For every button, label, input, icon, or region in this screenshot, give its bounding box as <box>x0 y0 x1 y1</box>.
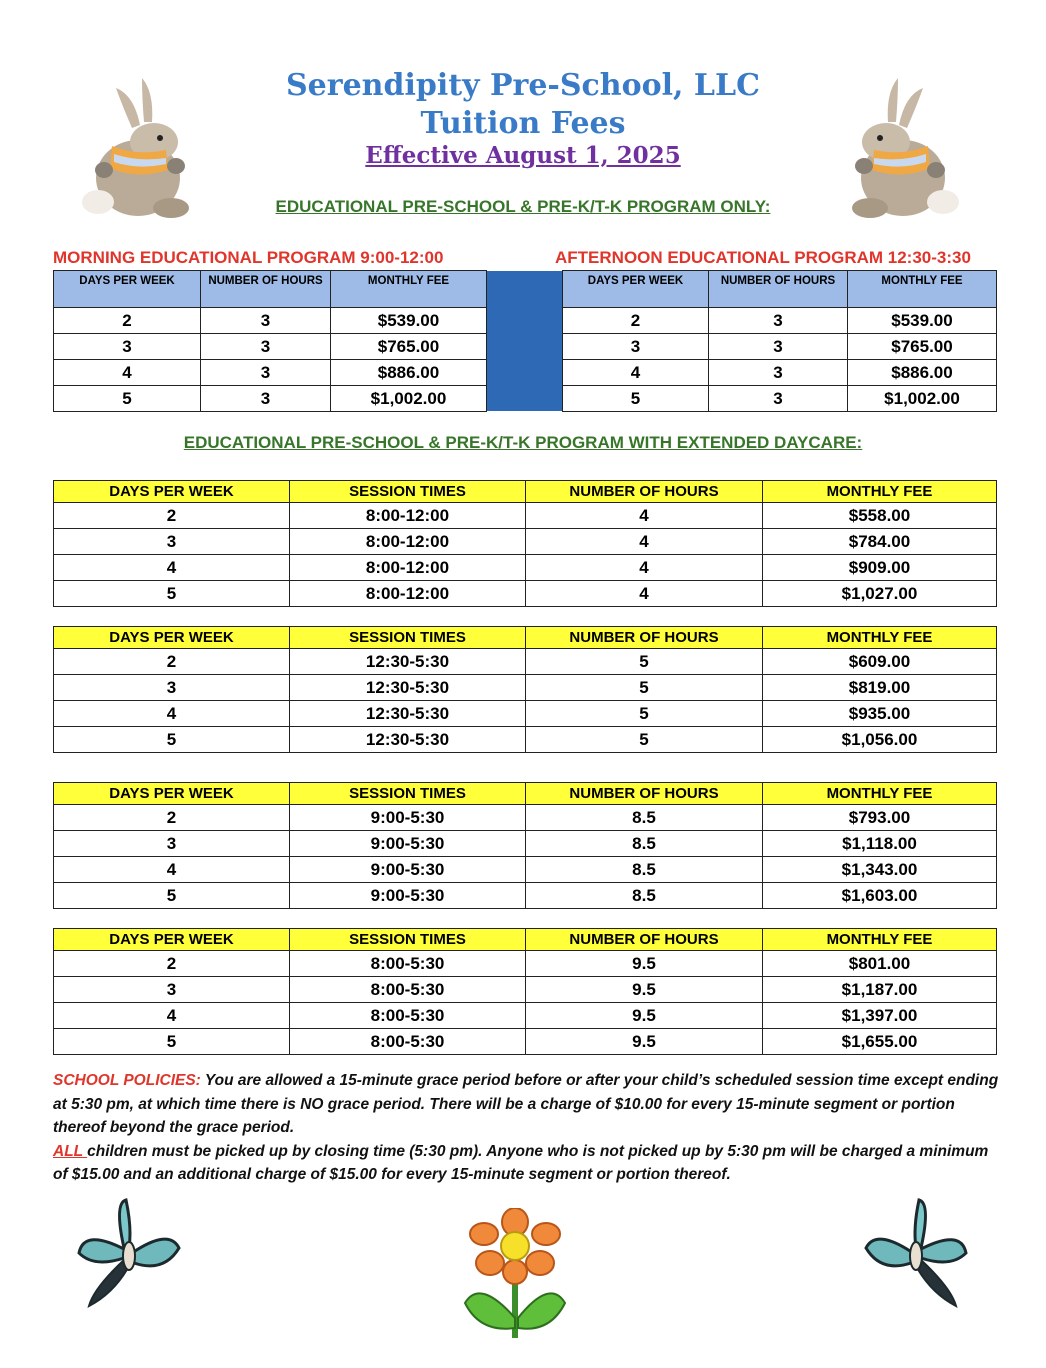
table-cell: $558.00 <box>763 503 997 529</box>
table-row <box>54 649 997 675</box>
table-row <box>54 805 997 831</box>
table-cell: $539.00 <box>331 308 487 334</box>
table-cell: 3 <box>54 529 290 555</box>
table-cell: 12:30-5:30 <box>290 675 526 701</box>
table-cell: 2 <box>54 308 201 334</box>
table-cell: 3 <box>709 386 848 412</box>
table-row <box>54 977 997 1003</box>
table-cell: 4 <box>54 1003 290 1029</box>
column-header: SESSION TIMES <box>290 627 526 649</box>
table-cell: $886.00 <box>331 360 487 386</box>
table-cell: 3 <box>201 360 331 386</box>
table-cell: 8:00-5:30 <box>290 1003 526 1029</box>
table-cell: 12:30-5:30 <box>290 727 526 753</box>
table-cell: 3 <box>201 334 331 360</box>
table-cell: 5 <box>54 883 290 909</box>
table-row <box>563 360 997 386</box>
table-cell: 4 <box>526 529 763 555</box>
column-header: DAYS PER WEEK <box>54 481 290 503</box>
table-cell: $1,027.00 <box>763 581 997 607</box>
table-cell: $886.00 <box>848 360 997 386</box>
school-policies <box>53 1069 1003 1187</box>
table-row <box>54 701 997 727</box>
table-cell: 2 <box>54 951 290 977</box>
table-cell: 3 <box>54 334 201 360</box>
morning-program-title: MORNING EDUCATIONAL PROGRAM 9:00-12:00 <box>53 248 444 267</box>
column-header: MONTHLY FEE <box>763 481 997 503</box>
table-cell: $793.00 <box>763 805 997 831</box>
table-cell: $909.00 <box>763 555 997 581</box>
table-row <box>54 503 997 529</box>
table-cell: 9:00-5:30 <box>290 805 526 831</box>
table-row <box>54 883 997 909</box>
page-title: Serendipity Pre-School, LLC <box>286 68 760 103</box>
policies-all-label: ALL <box>53 1142 88 1160</box>
table-cell: 8:00-12:00 <box>290 503 526 529</box>
table-cell: 9.5 <box>526 951 763 977</box>
section-heading-extended-daycare: EDUCATIONAL PRE-SCHOOL & PRE-K/T-K PROGRAM WITH EXTENDED DAYCARE: <box>183 433 863 452</box>
table-cell: 5 <box>526 649 763 675</box>
table-cell: 4 <box>526 555 763 581</box>
table-cell: 3 <box>54 675 290 701</box>
table-cell: 8.5 <box>526 883 763 909</box>
table-cell: $1,397.00 <box>763 1003 997 1029</box>
table-cell: 9:00-5:30 <box>290 857 526 883</box>
table-cell: 9:00-5:30 <box>290 883 526 909</box>
table-cell: 5 <box>526 675 763 701</box>
table-cell: 3 <box>201 308 331 334</box>
table-row <box>54 857 997 883</box>
table-row <box>54 951 997 977</box>
flower-icon <box>460 1208 570 1340</box>
table-cell: 2 <box>563 308 709 334</box>
table-cell: 2 <box>54 649 290 675</box>
table-row <box>54 529 997 555</box>
policies-text-pickup: children must be picked up by closing time (5:30 pm). Anyone who is not picked up by 5:30 pm will be charged a minimum of $15.00 and an additional charge of $15.00 for every 15-minute segment or portion thereof. <box>53 1142 989 1183</box>
table-row <box>563 334 997 360</box>
table-header-row <box>54 481 997 503</box>
column-header: DAYS PER WEEK <box>54 627 290 649</box>
table-cell: $1,655.00 <box>763 1029 997 1055</box>
policies-text-grace: You are allowed a 15-minute grace period before or after your child’s scheduled session time except ending at 5:30 pm, at which time there is NO grace period. There will be a charge of $10.00 for every 15-minute segment or portion thereof beyond the grace period. <box>53 1072 999 1136</box>
table-cell: $1,002.00 <box>331 386 487 412</box>
table-cell: 8.5 <box>526 805 763 831</box>
table-cell: 8.5 <box>526 831 763 857</box>
table-cell: 3 <box>201 386 331 412</box>
table-row <box>563 386 997 412</box>
table-cell: $609.00 <box>763 649 997 675</box>
table-cell: 8:00-12:00 <box>290 555 526 581</box>
table-cell: 5 <box>54 727 290 753</box>
table-header-row <box>563 271 997 308</box>
column-header: MONTHLY FEE <box>331 271 487 308</box>
table-header-row <box>54 271 487 308</box>
table-cell: $1,343.00 <box>763 857 997 883</box>
table-cell: $1,187.00 <box>763 977 997 1003</box>
column-header: MONTHLY FEE <box>763 783 997 805</box>
column-header: MONTHLY FEE <box>763 627 997 649</box>
column-header: NUMBER OF HOURS <box>526 929 763 951</box>
table-row <box>54 727 997 753</box>
extended-fee-table-1 <box>53 480 997 607</box>
table-row <box>54 308 487 334</box>
policies-label: SCHOOL POLICIES: <box>53 1072 201 1089</box>
table-cell: 12:30-5:30 <box>290 649 526 675</box>
table-cell: 2 <box>54 805 290 831</box>
table-cell: $784.00 <box>763 529 997 555</box>
table-cell: 8.5 <box>526 857 763 883</box>
table-header-row <box>54 929 997 951</box>
column-header: SESSION TIMES <box>290 481 526 503</box>
effective-date: Effective August 1, 2025 <box>365 142 681 169</box>
table-cell: $801.00 <box>763 951 997 977</box>
column-header: NUMBER OF HOURS <box>526 627 763 649</box>
butterfly-icon <box>74 1198 189 1310</box>
section-heading-program-only: EDUCATIONAL PRE-SCHOOL & PRE-K/T-K PROGRAM ONLY: <box>275 197 771 216</box>
table-cell: $1,056.00 <box>763 727 997 753</box>
table-cell: 2 <box>54 503 290 529</box>
table-cell: 5 <box>54 1029 290 1055</box>
column-header: DAYS PER WEEK <box>563 271 709 308</box>
table-cell: 8:00-12:00 <box>290 529 526 555</box>
table-cell: 4 <box>54 360 201 386</box>
table-cell: 12:30-5:30 <box>290 701 526 727</box>
table-cell: $935.00 <box>763 701 997 727</box>
table-row <box>54 675 997 701</box>
table-cell: 3 <box>54 977 290 1003</box>
table-row <box>54 831 997 857</box>
column-header: DAYS PER WEEK <box>54 783 290 805</box>
column-header: MONTHLY FEE <box>848 271 997 308</box>
afternoon-fee-table <box>562 270 997 412</box>
table-cell: 9.5 <box>526 1003 763 1029</box>
table-cell: 9:00-5:30 <box>290 831 526 857</box>
table-cell: 4 <box>526 581 763 607</box>
table-cell: 5 <box>54 581 290 607</box>
table-cell: $1,002.00 <box>848 386 997 412</box>
table-cell: 3 <box>709 334 848 360</box>
table-cell: 3 <box>709 360 848 386</box>
column-header: DAYS PER WEEK <box>54 929 290 951</box>
table-row <box>54 1003 997 1029</box>
page-subtitle: Tuition Fees <box>420 106 626 141</box>
column-header: NUMBER OF HOURS <box>709 271 848 308</box>
table-cell: 8:00-12:00 <box>290 581 526 607</box>
table-row <box>54 334 487 360</box>
table-cell: $765.00 <box>848 334 997 360</box>
table-cell: 5 <box>526 727 763 753</box>
table-divider-bar <box>487 271 562 411</box>
afternoon-program-title: AFTERNOON EDUCATIONAL PROGRAM 12:30-3:30 <box>555 248 971 267</box>
table-cell: $1,603.00 <box>763 883 997 909</box>
morning-fee-table <box>53 270 487 412</box>
table-cell: 8:00-5:30 <box>290 951 526 977</box>
table-cell: 8:00-5:30 <box>290 1029 526 1055</box>
column-header: SESSION TIMES <box>290 929 526 951</box>
table-cell: $765.00 <box>331 334 487 360</box>
table-row <box>54 581 997 607</box>
table-cell: 4 <box>54 701 290 727</box>
table-cell: 3 <box>709 308 848 334</box>
butterfly-icon <box>856 1198 971 1310</box>
table-row <box>54 386 487 412</box>
table-cell: 5 <box>526 701 763 727</box>
table-cell: 5 <box>54 386 201 412</box>
table-row <box>563 308 997 334</box>
extended-fee-table-2 <box>53 626 997 753</box>
column-header: NUMBER OF HOURS <box>526 481 763 503</box>
table-cell: $819.00 <box>763 675 997 701</box>
table-cell: $1,118.00 <box>763 831 997 857</box>
extended-fee-table-4 <box>53 928 997 1055</box>
table-cell: 3 <box>54 831 290 857</box>
table-cell: 9.5 <box>526 977 763 1003</box>
column-header: SESSION TIMES <box>290 783 526 805</box>
table-cell: $539.00 <box>848 308 997 334</box>
table-cell: 9.5 <box>526 1029 763 1055</box>
column-header: NUMBER OF HOURS <box>201 271 331 308</box>
table-cell: 5 <box>563 386 709 412</box>
table-row <box>54 360 487 386</box>
table-cell: 4 <box>54 857 290 883</box>
column-header: DAYS PER WEEK <box>54 271 201 308</box>
table-cell: 4 <box>563 360 709 386</box>
extended-fee-table-3 <box>53 782 997 909</box>
table-row <box>54 555 997 581</box>
table-row <box>54 1029 997 1055</box>
column-header: MONTHLY FEE <box>763 929 997 951</box>
table-cell: 4 <box>54 555 290 581</box>
table-header-row <box>54 783 997 805</box>
table-cell: 3 <box>563 334 709 360</box>
table-cell: 4 <box>526 503 763 529</box>
column-header: NUMBER OF HOURS <box>526 783 763 805</box>
table-cell: 8:00-5:30 <box>290 977 526 1003</box>
table-header-row <box>54 627 997 649</box>
